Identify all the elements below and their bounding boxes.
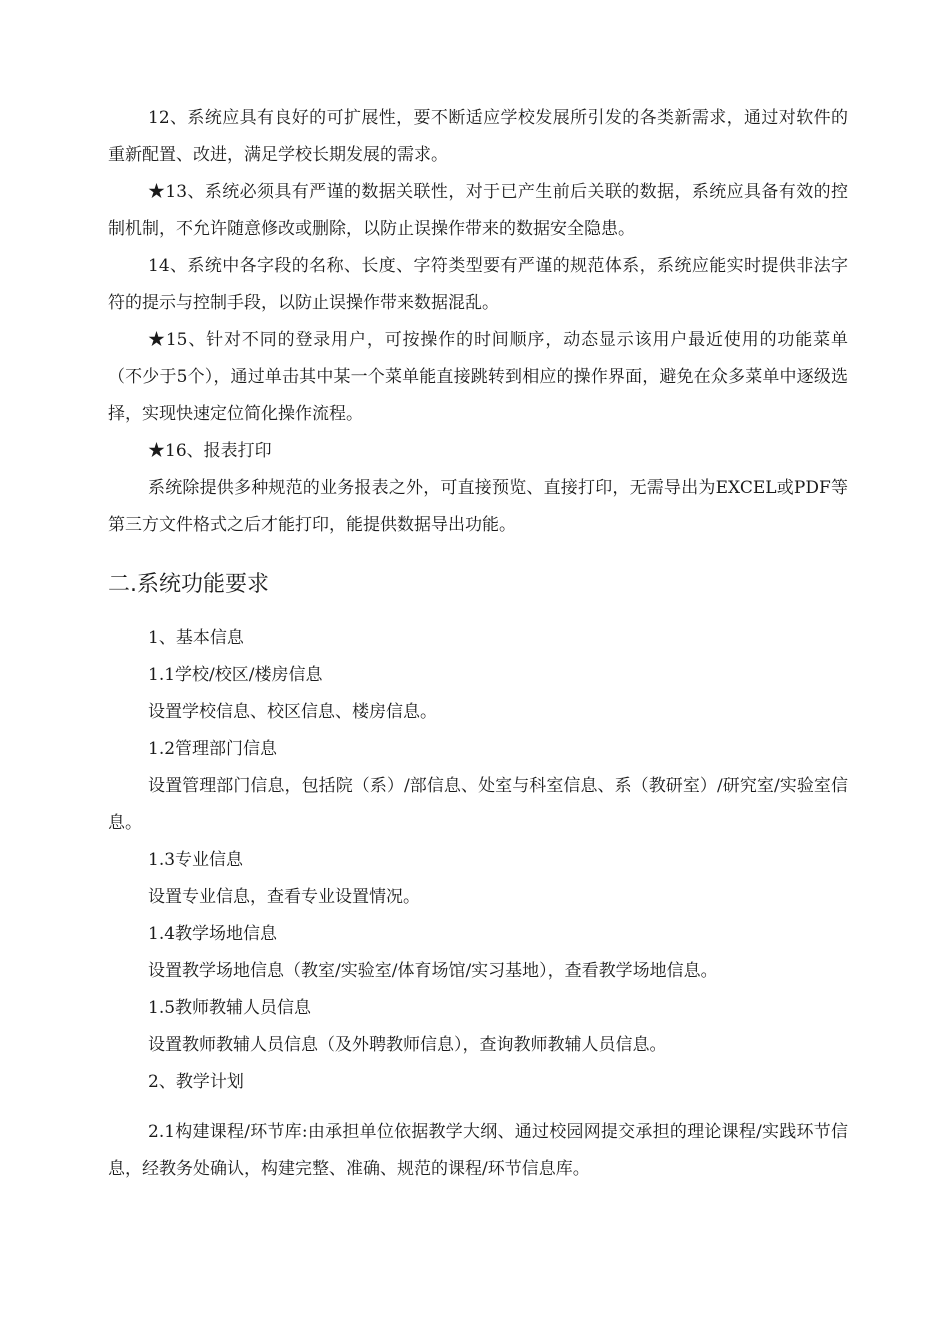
list-item-1-3-body: 设置专业信息，查看专业设置情况。 — [148, 887, 420, 907]
paragraph-item-13: ★13、系统必须具有严谨的数据关联性，对于已产生前后关联的数据，系统应具备有效的控制机制，不允许随意修改或删除，以防止误操作带来的数据安全隐患。 — [108, 182, 848, 239]
list-item-1-4-title: 1.4教学场地信息 — [148, 924, 278, 944]
paragraph-2-1: 2.1构建课程/环节库:由承担单位依据教学大纲、通过校园网提交承担的理论课程/实践环节信息，经教务处确认，构建完整、准确、规范的课程/环节信息库。 — [108, 1122, 848, 1179]
paragraph-item-12: 12、系统应具有良好的可扩展性，要不断适应学校发展所引发的各类新需求，通过对软件的重新配置、改进，满足学校长期发展的需求。 — [108, 108, 848, 165]
list-item-1-1-title: 1.1学校/校区/楼房信息 — [148, 665, 323, 685]
paragraph-item-15: ★15、针对不同的登录用户，可按操作的时间顺序，动态显示该用户最近使用的功能菜单（不少于5个），通过单击其中某一个菜单能直接跳转到相应的操作界面，避免在众多菜单中逐级选择，实现快速定位简化操作流程。 — [108, 330, 848, 424]
document-page — [108, 100, 848, 1188]
paragraph-item-16-title: ★16、报表打印 — [148, 441, 272, 461]
paragraph-item-14: 14、系统中各字段的名称、长度、字符类型要有严谨的规范体系，系统应能实时提供非法字符的提示与控制手段，以防止误操作带来数据混乱。 — [108, 256, 848, 313]
list-item-1-5-title: 1.5教师教辅人员信息 — [148, 998, 312, 1018]
list-item-1-4-body: 设置教学场地信息（教室/实验室/体育场馆/实习基地），查看教学场地信息。 — [148, 961, 718, 981]
list-item-teaching-plan: 2、教学计划 — [148, 1072, 244, 1092]
section-heading: 二.系统功能要求 — [108, 572, 269, 597]
list-item-1-5-body: 设置教师教辅人员信息（及外聘教师信息），查询教师教辅人员信息。 — [148, 1035, 667, 1055]
paragraph-item-16-body: 系统除提供多种规范的业务报表之外，可直接预览、直接打印，无需导出为EXCEL或PDF等第三方文件格式之后才能打印，能提供数据导出功能。 — [108, 478, 848, 535]
list-item-1-3-title: 1.3专业信息 — [148, 850, 244, 870]
list-item-1-2-body: 设置管理部门信息，包括院（系）/部信息、处室与科室信息、系（教研室）/研究室/实验室信息。 — [108, 776, 848, 833]
list-item-1-2-title: 1.2管理部门信息 — [148, 739, 278, 759]
list-item-basic-info: 1、基本信息 — [148, 628, 244, 648]
list-item-1-1-body: 设置学校信息、校区信息、楼房信息。 — [148, 702, 437, 722]
